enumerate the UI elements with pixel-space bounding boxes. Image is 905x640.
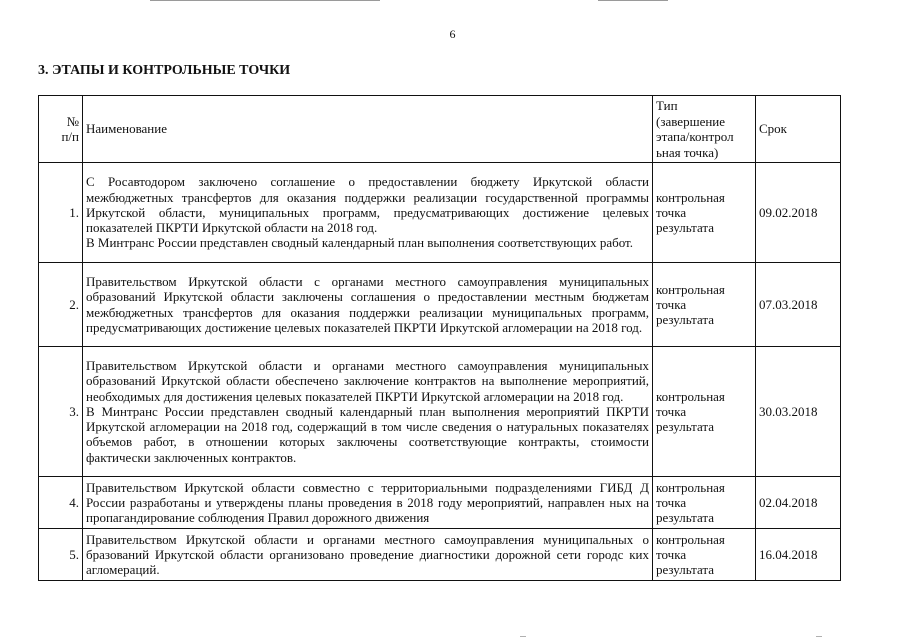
row-type-line: результата — [656, 220, 715, 236]
row-type-line: контрольная — [656, 281, 725, 297]
page-number: 6 — [449, 27, 456, 41]
row-type-line: точка — [656, 546, 687, 562]
row-type-line: контрольная — [656, 189, 725, 205]
row-name-paragraph: В Минтранс России представлен сводный календарный план выполнения соответствующих работ. — [86, 235, 633, 251]
row-deadline: 16.04.2018 — [756, 529, 841, 581]
table-row — [39, 477, 841, 529]
row-number: 4. — [39, 477, 83, 529]
row-type-line: точка — [656, 403, 687, 419]
row-type-line: точка — [656, 494, 687, 510]
row-number: 2. — [39, 263, 83, 347]
table-row — [39, 529, 841, 581]
row-type-line: контрольная — [656, 388, 725, 404]
row-deadline: 07.03.2018 — [756, 263, 841, 347]
section-title: 3. ЭТАПЫ И КОНТРОЛЬНЫЕ ТОЧКИ — [38, 63, 291, 78]
table-header-row — [39, 96, 841, 163]
row-name-paragraph: Правительством Иркутской области и органами местного самоуправления муниципальных о бразований Иркутской области организовано проведение диагностики дорожной сети городс ких агломераций. — [86, 531, 649, 578]
header-deadline: Срок — [756, 96, 841, 163]
row-type-line: результата — [656, 312, 715, 328]
header-type-line: этапа/контрол — [656, 129, 734, 144]
row-type-line: точка — [656, 204, 687, 220]
scan-edge-line — [598, 0, 668, 1]
scan-edge-line — [150, 0, 380, 1]
row-type-line: результата — [656, 562, 715, 578]
table-row — [39, 347, 841, 477]
row-name-paragraph: В Минтранс России представлен сводный календарный план выполнения мероприятий ПКРТИ Иркутской агломерации на 2018 год, содержащий в том числе сведения о натуральных показателях объемов работ, в отношении которых заключены соответствующие контракты, стоимости фактически заключенных контрактов. — [86, 403, 649, 465]
header-type — [653, 96, 756, 163]
row-type — [653, 163, 756, 263]
header-number-line: п/п — [61, 129, 79, 144]
row-name-paragraph: Правительством Иркутской области совместно с территориальными подразделениями ГИБД Д России разработаны и утверждены планы проведения в 2018 году мероприятий, направлен ных на пропагандирование соблюдения Правил дорожного движения — [86, 479, 649, 526]
row-type-line: контрольная — [656, 479, 725, 495]
row-deadline: 02.04.2018 — [756, 477, 841, 529]
table-row — [39, 263, 841, 347]
row-type — [653, 477, 756, 529]
table-row — [39, 163, 841, 263]
row-name — [83, 263, 653, 347]
row-type-line: результата — [656, 419, 715, 435]
header-type-line: ьная точка) — [656, 144, 719, 160]
row-deadline: 30.03.2018 — [756, 347, 841, 477]
row-type — [653, 263, 756, 347]
header-type-line: Тип — [656, 98, 678, 113]
row-type — [653, 529, 756, 581]
row-number: 5. — [39, 529, 83, 581]
row-name — [83, 477, 653, 529]
row-type — [653, 347, 756, 477]
scan-edge-mark — [520, 636, 526, 637]
row-number: 3. — [39, 347, 83, 477]
header-name: Наименование — [83, 96, 653, 163]
row-name-paragraph: Правительством Иркутской области с органами местного самоуправления муниципальных образований Иркутской области заключены соглашения о предоставлении местным бюджетам межбюджетных трансфертов для оказания поддержки реализации муниципальных программ, предусматривающих достижение целевых показателей ПКРТИ Иркутской агломерации на 2018 год. — [86, 274, 649, 335]
row-name — [83, 529, 653, 581]
header-number — [39, 96, 83, 163]
row-type-line: результата — [656, 510, 715, 526]
row-deadline: 09.02.2018 — [756, 163, 841, 263]
row-name-paragraph: Правительством Иркутской области и органами местного самоуправления муниципальных образований Иркутской области обеспечено заключение контрактов на выполнение мероприятий, необходимых для достижения целевых показателей ПКРТИ Иркутской агломерации на 2018 год. — [86, 358, 649, 404]
row-type-line: точка — [656, 296, 687, 312]
scan-edge-mark — [816, 636, 822, 637]
row-name — [83, 163, 653, 263]
row-name-paragraph: С Росавтодором заключено соглашение о предоставлении бюджету Иркутской области межбюджетных трансфертов для оказания поддержки реализации государственной программы Иркутской области, муниципальных программ, предусматривающих достижение целевых показателей ПКРТИ Иркутской области на 2018 год. — [86, 174, 649, 236]
header-number-line: № — [66, 113, 79, 129]
row-name — [83, 347, 653, 477]
header-type-line: (завершение — [656, 113, 726, 129]
row-number: 1. — [39, 163, 83, 263]
milestones-table — [38, 95, 841, 581]
row-type-line: контрольная — [656, 531, 725, 547]
